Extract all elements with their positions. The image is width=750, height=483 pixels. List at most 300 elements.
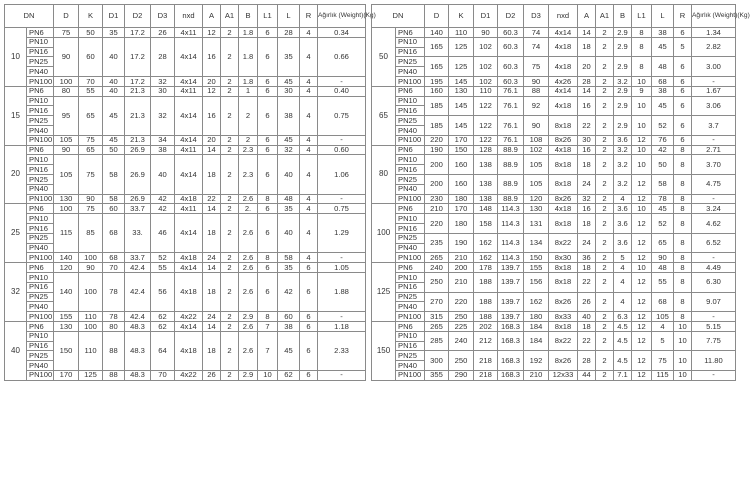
pn-cell: PN40 bbox=[396, 361, 425, 371]
value-cell: 70 bbox=[79, 76, 103, 86]
value-cell: 18 bbox=[203, 214, 221, 253]
value-cell: 210 bbox=[524, 370, 549, 380]
value-cell: 184 bbox=[524, 321, 549, 331]
value-cell: 130 bbox=[449, 86, 474, 96]
pn-cell: PN25 bbox=[27, 116, 54, 126]
column-header: L bbox=[278, 5, 300, 28]
value-cell: 2 bbox=[239, 135, 258, 145]
value-cell: 88 bbox=[524, 86, 549, 96]
value-cell: 78 bbox=[103, 272, 125, 311]
value-cell: 40 bbox=[103, 76, 125, 86]
value-cell: 20 bbox=[203, 135, 221, 145]
pn-cell: PN40 bbox=[27, 184, 54, 194]
value-cell: 80 bbox=[103, 321, 125, 331]
value-cell: 45 bbox=[278, 76, 300, 86]
table-row bbox=[5, 76, 366, 86]
value-cell: 40 bbox=[103, 37, 125, 76]
value-cell: 8 bbox=[632, 37, 652, 57]
pn-cell: PN40 bbox=[27, 243, 54, 253]
value-cell: 139.7 bbox=[498, 263, 524, 273]
value-cell: 4x18 bbox=[549, 96, 578, 116]
value-cell: 16 bbox=[203, 37, 221, 76]
value-cell: 10 bbox=[632, 204, 652, 214]
value-cell: 8 bbox=[258, 312, 278, 322]
value-cell: - bbox=[692, 370, 736, 380]
value-cell: 22 bbox=[578, 331, 596, 351]
value-cell: - bbox=[692, 312, 736, 322]
value-cell: 17.2 bbox=[125, 28, 151, 38]
value-cell: 2 bbox=[596, 233, 614, 253]
value-cell: 2.6 bbox=[239, 214, 258, 253]
column-header: nxd bbox=[549, 5, 578, 28]
pn-cell: PN100 bbox=[27, 76, 54, 86]
pn-cell: PN25 bbox=[27, 233, 54, 243]
pn-cell: PN6 bbox=[396, 321, 425, 331]
value-cell: 12 bbox=[632, 331, 652, 351]
value-cell: 4.5 bbox=[614, 331, 632, 351]
value-cell: 70 bbox=[103, 263, 125, 273]
column-header: D2 bbox=[125, 5, 151, 28]
value-cell: 8x22 bbox=[549, 233, 578, 253]
value-cell: 120 bbox=[524, 194, 549, 204]
table-row bbox=[5, 135, 366, 145]
value-cell: 2 bbox=[221, 86, 239, 96]
dn-cell: 32 bbox=[5, 263, 27, 322]
table-row bbox=[5, 145, 366, 155]
table-row bbox=[372, 370, 736, 380]
value-cell: 88.9 bbox=[498, 155, 524, 175]
value-cell: 4x14 bbox=[175, 321, 203, 331]
value-cell: 6 bbox=[258, 272, 278, 311]
value-cell: 265 bbox=[425, 321, 449, 331]
value-cell: 26 bbox=[203, 370, 221, 380]
value-cell: 4x18 bbox=[175, 272, 203, 311]
value-cell: 4x26 bbox=[549, 76, 578, 86]
table-row bbox=[5, 28, 366, 38]
table-row bbox=[372, 145, 736, 155]
value-cell: 2 bbox=[596, 145, 614, 155]
value-cell: 220 bbox=[425, 135, 449, 145]
value-cell: 1.8 bbox=[239, 76, 258, 86]
value-cell: 20 bbox=[578, 57, 596, 77]
value-cell: 6 bbox=[258, 37, 278, 76]
dn-cell: 80 bbox=[372, 145, 396, 204]
value-cell: 62 bbox=[151, 321, 175, 331]
column-header: D1 bbox=[103, 5, 125, 28]
value-cell: 114.3 bbox=[498, 214, 524, 234]
value-cell: 56 bbox=[151, 272, 175, 311]
value-cell: 6 bbox=[300, 272, 318, 311]
value-cell: 4x14 bbox=[175, 37, 203, 76]
value-cell: 4x18 bbox=[175, 194, 203, 204]
value-cell: 45 bbox=[103, 96, 125, 135]
table-row bbox=[5, 204, 366, 214]
value-cell: 1 bbox=[239, 86, 258, 96]
table-row bbox=[5, 370, 366, 380]
value-cell: 8x18 bbox=[549, 174, 578, 194]
value-cell: 8x26 bbox=[549, 292, 578, 312]
value-cell: 220 bbox=[449, 292, 474, 312]
value-cell: 52 bbox=[652, 116, 674, 136]
column-header: A bbox=[578, 5, 596, 28]
value-cell: 10 bbox=[674, 321, 692, 331]
value-cell: 0.40 bbox=[318, 86, 366, 96]
value-cell: 102 bbox=[474, 57, 498, 77]
value-cell: 4x14 bbox=[175, 76, 203, 86]
value-cell: 45 bbox=[652, 96, 674, 116]
value-cell: 1.8 bbox=[239, 37, 258, 76]
value-cell: 48.3 bbox=[125, 321, 151, 331]
value-cell: 4x18 bbox=[549, 57, 578, 77]
value-cell: 7.75 bbox=[692, 331, 736, 351]
column-header: L1 bbox=[632, 5, 652, 28]
pn-cell: PN6 bbox=[27, 263, 54, 273]
value-cell: 42 bbox=[278, 272, 300, 311]
value-cell: 202 bbox=[474, 321, 498, 331]
value-cell: 3.70 bbox=[692, 155, 736, 175]
value-cell: 2 bbox=[596, 194, 614, 204]
value-cell: 24 bbox=[203, 312, 221, 322]
value-cell: 2 bbox=[596, 292, 614, 312]
value-cell: 4.5 bbox=[614, 321, 632, 331]
value-cell: 12 bbox=[632, 370, 652, 380]
value-cell: 48.3 bbox=[125, 370, 151, 380]
value-cell: 2.82 bbox=[692, 37, 736, 57]
value-cell: 75 bbox=[79, 155, 103, 194]
table-row bbox=[5, 263, 366, 273]
value-cell: 8 bbox=[674, 204, 692, 214]
pn-cell: PN16 bbox=[27, 223, 54, 233]
value-cell: 105 bbox=[54, 155, 79, 194]
value-cell: 2 bbox=[221, 272, 239, 311]
value-cell: 100 bbox=[54, 76, 79, 86]
value-cell: 21.3 bbox=[125, 135, 151, 145]
value-cell: 130 bbox=[54, 321, 79, 331]
value-cell: 65 bbox=[79, 145, 103, 155]
value-cell: 4 bbox=[300, 96, 318, 135]
pn-cell: PN16 bbox=[396, 341, 425, 351]
table-row bbox=[372, 155, 736, 165]
table-row bbox=[5, 253, 366, 263]
pn-cell: PN16 bbox=[396, 165, 425, 175]
value-cell: 190 bbox=[425, 145, 449, 155]
dn-cell: 150 bbox=[372, 321, 396, 380]
pn-cell: PN16 bbox=[27, 282, 54, 292]
value-cell: 8 bbox=[258, 194, 278, 204]
value-cell: 0.75 bbox=[318, 204, 366, 214]
value-cell: 17.2 bbox=[125, 37, 151, 76]
value-cell: 6.52 bbox=[692, 233, 736, 253]
value-cell: 10 bbox=[632, 145, 652, 155]
pn-cell: PN25 bbox=[27, 292, 54, 302]
value-cell: 110 bbox=[449, 28, 474, 38]
value-cell: 78 bbox=[652, 194, 674, 204]
value-cell: 165 bbox=[425, 37, 449, 57]
value-cell: 160 bbox=[449, 155, 474, 175]
value-cell: 110 bbox=[79, 312, 103, 322]
value-cell: 45 bbox=[652, 37, 674, 57]
value-cell: 75 bbox=[652, 351, 674, 371]
value-cell: 42.4 bbox=[125, 263, 151, 273]
value-cell: 6 bbox=[674, 86, 692, 96]
value-cell: 3.2 bbox=[614, 76, 632, 86]
value-cell: 212 bbox=[474, 331, 498, 351]
value-cell: 2 bbox=[596, 28, 614, 38]
value-cell: 6 bbox=[300, 263, 318, 273]
value-cell: 155 bbox=[524, 263, 549, 273]
value-cell: 14 bbox=[203, 263, 221, 273]
value-cell: 4 bbox=[614, 194, 632, 204]
value-cell: 8 bbox=[632, 57, 652, 77]
value-cell: 26.9 bbox=[125, 145, 151, 155]
pn-cell: PN16 bbox=[396, 223, 425, 233]
value-cell: 55 bbox=[151, 263, 175, 273]
value-cell: 90 bbox=[54, 145, 79, 155]
value-cell: 100 bbox=[79, 253, 103, 263]
value-cell: 8 bbox=[674, 174, 692, 194]
value-cell: 265 bbox=[425, 253, 449, 263]
value-cell: 105 bbox=[54, 135, 79, 145]
value-cell: 131 bbox=[524, 214, 549, 234]
value-cell: 125 bbox=[79, 370, 103, 380]
value-cell: 58 bbox=[278, 253, 300, 263]
value-cell: 33.7 bbox=[125, 253, 151, 263]
value-cell: 2 bbox=[596, 116, 614, 136]
value-cell: 10 bbox=[258, 370, 278, 380]
pn-cell: PN100 bbox=[396, 135, 425, 145]
value-cell: 110 bbox=[79, 331, 103, 370]
value-cell: 2 bbox=[221, 321, 239, 331]
value-cell: 138 bbox=[474, 174, 498, 194]
table-row bbox=[372, 204, 736, 214]
value-cell: 4 bbox=[300, 135, 318, 145]
value-cell: 75 bbox=[79, 135, 103, 145]
value-cell: 32 bbox=[278, 145, 300, 155]
value-cell: 3.6 bbox=[614, 233, 632, 253]
value-cell: 4x18 bbox=[175, 331, 203, 370]
value-cell: 26.9 bbox=[125, 194, 151, 204]
value-cell: 4x18 bbox=[549, 37, 578, 57]
value-cell: 125 bbox=[449, 57, 474, 77]
value-cell: 5 bbox=[652, 331, 674, 351]
column-header: DN bbox=[5, 5, 54, 28]
value-cell: - bbox=[318, 194, 366, 204]
pn-cell: PN10 bbox=[396, 331, 425, 341]
value-cell: 180 bbox=[449, 214, 474, 234]
value-cell: 10 bbox=[674, 351, 692, 371]
value-cell: 128 bbox=[474, 145, 498, 155]
value-cell: 138 bbox=[474, 194, 498, 204]
value-cell: 1.06 bbox=[318, 155, 366, 194]
value-cell: 2 bbox=[221, 76, 239, 86]
value-cell: 24 bbox=[578, 233, 596, 253]
value-cell: 62 bbox=[151, 312, 175, 322]
value-cell: 3.6 bbox=[614, 135, 632, 145]
value-cell: 2 bbox=[596, 253, 614, 263]
column-header: L bbox=[652, 5, 674, 28]
table-row bbox=[5, 96, 366, 106]
value-cell: 200 bbox=[425, 155, 449, 175]
column-header: D3 bbox=[151, 5, 175, 28]
table-row bbox=[372, 331, 736, 341]
pn-cell: PN10 bbox=[27, 155, 54, 165]
value-cell: 6 bbox=[674, 96, 692, 116]
value-cell: 28 bbox=[578, 351, 596, 371]
pn-cell: PN6 bbox=[27, 145, 54, 155]
value-cell: 3.2 bbox=[614, 145, 632, 155]
value-cell: 100 bbox=[79, 272, 103, 311]
value-cell: 140 bbox=[54, 253, 79, 263]
value-cell: 114.3 bbox=[498, 204, 524, 214]
value-cell: 45 bbox=[652, 204, 674, 214]
column-header: A1 bbox=[596, 5, 614, 28]
value-cell: 4x14 bbox=[175, 155, 203, 194]
value-cell: 40 bbox=[278, 214, 300, 253]
value-cell: 74 bbox=[524, 37, 549, 57]
value-cell: 46 bbox=[151, 214, 175, 253]
value-cell: 8 bbox=[674, 155, 692, 175]
value-cell: 7 bbox=[258, 321, 278, 331]
column-header: K bbox=[79, 5, 103, 28]
value-cell: 90 bbox=[79, 194, 103, 204]
table-row bbox=[372, 174, 736, 184]
value-cell: 74 bbox=[524, 28, 549, 38]
value-cell: 78 bbox=[103, 312, 125, 322]
value-cell: 16 bbox=[203, 96, 221, 135]
value-cell: 105 bbox=[524, 155, 549, 175]
pn-cell: PN100 bbox=[27, 370, 54, 380]
value-cell: 7.1 bbox=[614, 370, 632, 380]
value-cell: 8 bbox=[674, 263, 692, 273]
value-cell: 4x14 bbox=[175, 263, 203, 273]
value-cell: 60.3 bbox=[498, 28, 524, 38]
table-row bbox=[5, 321, 366, 331]
value-cell: 139.7 bbox=[498, 312, 524, 322]
value-cell: 58 bbox=[103, 155, 125, 194]
value-cell: 8x18 bbox=[549, 116, 578, 136]
value-cell: 4 bbox=[300, 86, 318, 96]
value-cell: 145 bbox=[449, 96, 474, 116]
table-row bbox=[372, 321, 736, 331]
value-cell: 115 bbox=[652, 370, 674, 380]
value-cell: 218 bbox=[474, 351, 498, 371]
value-cell: 42.4 bbox=[125, 312, 151, 322]
value-cell: 6 bbox=[258, 76, 278, 86]
pn-cell: PN10 bbox=[27, 214, 54, 224]
value-cell: 240 bbox=[449, 331, 474, 351]
table-row bbox=[372, 28, 736, 38]
value-cell: 102 bbox=[474, 76, 498, 86]
value-cell: 14 bbox=[578, 86, 596, 96]
value-cell: 88 bbox=[103, 331, 125, 370]
pn-cell: PN16 bbox=[27, 341, 54, 351]
value-cell: 110 bbox=[474, 86, 498, 96]
value-cell: 138 bbox=[474, 155, 498, 175]
value-cell: 42.4 bbox=[125, 272, 151, 311]
value-cell: 48 bbox=[652, 57, 674, 77]
value-cell: 60 bbox=[103, 204, 125, 214]
value-cell: 17.2 bbox=[125, 76, 151, 86]
value-cell: 8 bbox=[674, 214, 692, 234]
table-row bbox=[372, 57, 736, 67]
pn-cell: PN40 bbox=[27, 302, 54, 312]
value-cell: 180 bbox=[524, 312, 549, 322]
value-cell: 90 bbox=[54, 37, 79, 76]
value-cell: 2 bbox=[221, 263, 239, 273]
value-cell: 10 bbox=[632, 76, 652, 86]
table-row bbox=[5, 194, 366, 204]
pn-cell: PN40 bbox=[396, 243, 425, 253]
value-cell: 80 bbox=[54, 86, 79, 96]
pn-cell: PN16 bbox=[396, 282, 425, 292]
value-cell: 8 bbox=[674, 272, 692, 292]
value-cell: 170 bbox=[54, 370, 79, 380]
value-cell: 55 bbox=[79, 86, 103, 96]
value-cell: 4x18 bbox=[175, 253, 203, 263]
dimension-table-left bbox=[4, 4, 376, 381]
value-cell: 4 bbox=[300, 37, 318, 76]
value-cell: 16 bbox=[578, 204, 596, 214]
table-row bbox=[5, 86, 366, 96]
value-cell: 68 bbox=[103, 214, 125, 253]
value-cell: 38 bbox=[278, 321, 300, 331]
value-cell: 6 bbox=[300, 312, 318, 322]
value-cell: 2.9 bbox=[239, 370, 258, 380]
value-cell: 2 bbox=[596, 37, 614, 57]
value-cell: - bbox=[318, 76, 366, 86]
value-cell: 180 bbox=[449, 194, 474, 204]
dn-cell: 20 bbox=[5, 145, 27, 204]
pn-cell: PN40 bbox=[396, 125, 425, 135]
value-cell: 38 bbox=[278, 96, 300, 135]
value-cell: 220 bbox=[425, 214, 449, 234]
dn-cell: 65 bbox=[372, 86, 396, 145]
table-row bbox=[5, 214, 366, 224]
pn-cell: PN10 bbox=[396, 214, 425, 224]
pn-cell: PN25 bbox=[27, 57, 54, 67]
value-cell: 2.6 bbox=[239, 253, 258, 263]
value-cell: 6 bbox=[258, 145, 278, 155]
header-row bbox=[5, 5, 366, 28]
value-cell: 95 bbox=[54, 96, 79, 135]
value-cell: 3.2 bbox=[614, 155, 632, 175]
value-cell: 145 bbox=[449, 76, 474, 86]
value-cell: 120 bbox=[54, 263, 79, 273]
value-cell: 76 bbox=[652, 135, 674, 145]
column-header: R bbox=[674, 5, 692, 28]
value-cell: 62 bbox=[278, 370, 300, 380]
pn-cell: PN16 bbox=[27, 106, 54, 116]
pn-cell: PN100 bbox=[27, 312, 54, 322]
value-cell: 2.6 bbox=[239, 331, 258, 370]
value-cell: 88 bbox=[103, 370, 125, 380]
value-cell: 52 bbox=[652, 214, 674, 234]
pn-cell: PN16 bbox=[396, 106, 425, 116]
value-cell: 2.9 bbox=[614, 86, 632, 96]
value-cell: 10 bbox=[632, 116, 652, 136]
value-cell: 160 bbox=[449, 174, 474, 194]
value-cell: 2 bbox=[221, 253, 239, 263]
value-cell: 168.3 bbox=[498, 370, 524, 380]
value-cell: 8x26 bbox=[549, 351, 578, 371]
value-cell: 2 bbox=[596, 76, 614, 86]
value-cell: 6 bbox=[300, 370, 318, 380]
table-row bbox=[372, 292, 736, 302]
value-cell: 2.9 bbox=[614, 37, 632, 57]
value-cell: 58 bbox=[652, 174, 674, 194]
value-cell: 12 bbox=[203, 28, 221, 38]
value-cell: 10 bbox=[674, 370, 692, 380]
